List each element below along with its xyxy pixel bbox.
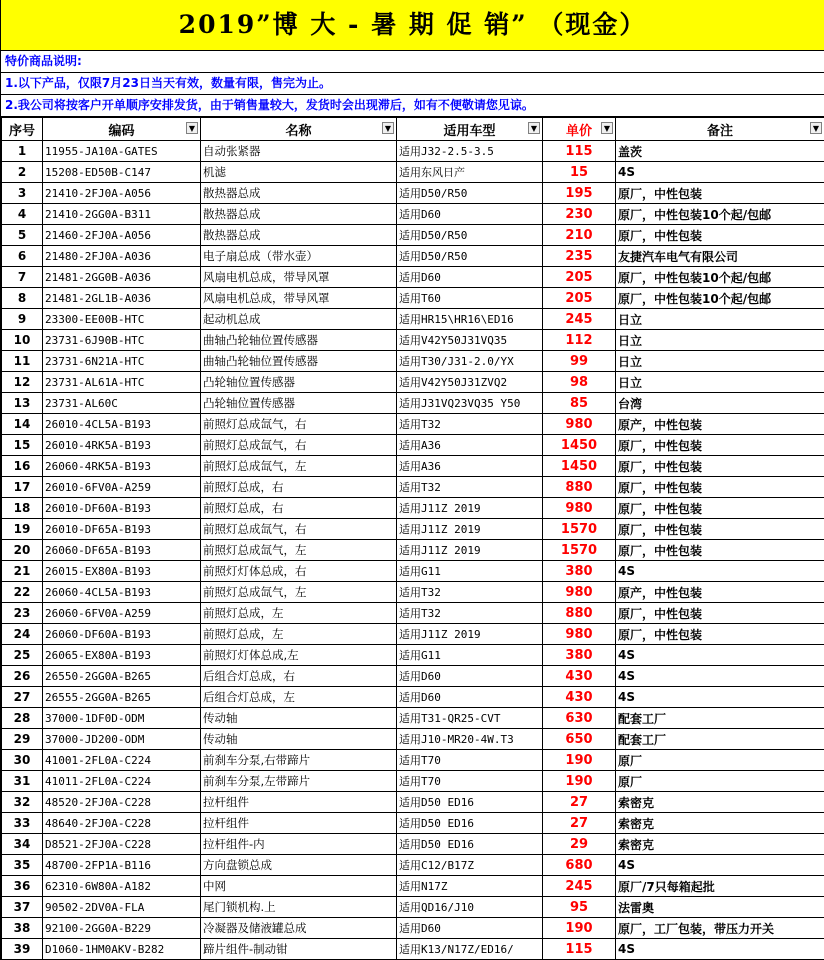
cell-model[interactable]: 适用D50/R50 [397, 225, 543, 246]
cell-idx[interactable]: 8 [2, 288, 43, 309]
cell-idx[interactable]: 20 [2, 540, 43, 561]
cell-idx[interactable]: 21 [2, 561, 43, 582]
cell-code[interactable]: 21410-2FJ0A-A056 [43, 183, 201, 204]
cell-idx[interactable]: 26 [2, 666, 43, 687]
cell-price[interactable]: 245 [543, 309, 616, 330]
cell-name[interactable]: 前照灯总成氙气，右 [201, 435, 397, 456]
cell-code[interactable]: 26010-DF65A-B193 [43, 519, 201, 540]
cell-code[interactable]: 23731-6N21A-HTC [43, 351, 201, 372]
cell-model[interactable]: 适用QD16/J10 [397, 897, 543, 918]
cell-price[interactable]: 1450 [543, 456, 616, 477]
cell-remark[interactable]: 原厂 [616, 750, 824, 771]
cell-price[interactable]: 205 [543, 288, 616, 309]
cell-idx[interactable]: 16 [2, 456, 43, 477]
cell-remark[interactable]: 4S [616, 939, 824, 960]
cell-model[interactable]: 适用T32 [397, 582, 543, 603]
header-price-label: 单价 [565, 123, 592, 139]
cell-code[interactable]: 26550-2GG0A-B265 [43, 666, 201, 687]
cell-idx[interactable]: 7 [2, 267, 43, 288]
cell-idx[interactable]: 1 [2, 141, 43, 162]
table-row [2, 939, 824, 960]
cell-model[interactable]: 适用A36 [397, 435, 543, 456]
table-row [2, 750, 824, 771]
cell-price[interactable]: 98 [543, 372, 616, 393]
cell-code[interactable]: D8521-2FJ0A-C228 [43, 834, 201, 855]
cell-price[interactable]: 630 [543, 708, 616, 729]
cell-name[interactable]: 拉杆组件 [201, 792, 397, 813]
cell-price[interactable]: 980 [543, 624, 616, 645]
cell-price[interactable]: 27 [543, 813, 616, 834]
cell-price[interactable]: 190 [543, 750, 616, 771]
filter-dropdown-icon[interactable]: ▼ [528, 122, 540, 134]
table-row [2, 666, 824, 687]
cell-code[interactable]: 23731-AL61A-HTC [43, 372, 201, 393]
cell-idx[interactable]: 22 [2, 582, 43, 603]
cell-idx[interactable]: 33 [2, 813, 43, 834]
cell-code[interactable]: 92100-2GG0A-B229 [43, 918, 201, 939]
cell-remark[interactable]: 日立 [616, 351, 824, 372]
cell-name[interactable]: 前照灯总成氙气，左 [201, 456, 397, 477]
filter-dropdown-icon[interactable]: ▼ [382, 122, 394, 134]
table-row [2, 435, 824, 456]
cell-model[interactable]: 适用D60 [397, 666, 543, 687]
cell-remark[interactable]: 原厂，中性包装 [616, 603, 824, 624]
cell-name[interactable]: 前刹车分泵,左带蹄片 [201, 771, 397, 792]
cell-remark[interactable]: 4S [616, 687, 824, 708]
cell-idx[interactable]: 28 [2, 708, 43, 729]
cell-price[interactable]: 115 [543, 141, 616, 162]
cell-remark[interactable]: 4S [616, 561, 824, 582]
header-code-label: 编码 [108, 123, 135, 139]
cell-remark[interactable]: 盖茨 [616, 141, 824, 162]
cell-remark[interactable]: 原厂，中性包装 [616, 225, 824, 246]
cell-idx[interactable]: 30 [2, 750, 43, 771]
table-row [2, 225, 824, 246]
cell-idx[interactable]: 34 [2, 834, 43, 855]
cell-remark[interactable]: 原厂，工厂包装，带压力开关 [616, 918, 824, 939]
cell-idx[interactable]: 6 [2, 246, 43, 267]
cell-remark[interactable]: 索密克 [616, 834, 824, 855]
cell-name[interactable]: 曲轴凸轮轴位置传感器 [201, 351, 397, 372]
table-row [2, 855, 824, 876]
table-row [2, 288, 824, 309]
table-row [2, 561, 824, 582]
cell-name[interactable]: 拉杆组件 [201, 813, 397, 834]
cell-price[interactable]: 29 [543, 834, 616, 855]
cell-idx[interactable]: 19 [2, 519, 43, 540]
cell-name[interactable]: 风扇电机总成，带导风罩 [201, 267, 397, 288]
table-row [2, 162, 824, 183]
cell-remark[interactable]: 原厂，中性包装 [616, 183, 824, 204]
cell-model[interactable]: 适用D50/R50 [397, 246, 543, 267]
header-idx [2, 118, 43, 141]
cell-idx[interactable]: 36 [2, 876, 43, 897]
cell-code[interactable]: 48640-2FJ0A-C228 [43, 813, 201, 834]
table-row [2, 834, 824, 855]
cell-price[interactable]: 210 [543, 225, 616, 246]
cell-model[interactable]: 适用J10-MR20-4W.T3 [397, 729, 543, 750]
cell-code[interactable]: 21480-2FJ0A-A036 [43, 246, 201, 267]
cell-price[interactable]: 27 [543, 792, 616, 813]
cell-code[interactable]: 26060-4CL5A-B193 [43, 582, 201, 603]
note-heading: 特价商品说明: [1, 51, 824, 73]
cell-model[interactable]: 适用T32 [397, 414, 543, 435]
cell-remark[interactable]: 4S [616, 666, 824, 687]
cell-code[interactable]: 26060-DF60A-B193 [43, 624, 201, 645]
cell-model[interactable]: 适用A36 [397, 456, 543, 477]
cell-price[interactable]: 230 [543, 204, 616, 225]
table-row [2, 708, 824, 729]
cell-price[interactable]: 430 [543, 666, 616, 687]
cell-name[interactable]: 风扇电机总成，带导风罩 [201, 288, 397, 309]
cell-remark[interactable]: 4S [616, 645, 824, 666]
cell-model[interactable]: 适用D50 ED16 [397, 834, 543, 855]
cell-model[interactable]: 适用HR15\HR16\ED16 [397, 309, 543, 330]
cell-model[interactable]: 适用V42Y50J31ZVQ2 [397, 372, 543, 393]
cell-name[interactable]: 前刹车分泵,右带蹄片 [201, 750, 397, 771]
cell-price[interactable]: 15 [543, 162, 616, 183]
cell-code[interactable]: 23731-6J90B-HTC [43, 330, 201, 351]
table-row [2, 141, 824, 162]
cell-idx[interactable]: 4 [2, 204, 43, 225]
cell-price[interactable]: 99 [543, 351, 616, 372]
cell-price[interactable]: 980 [543, 582, 616, 603]
cell-model[interactable]: 适用J11Z 2019 [397, 624, 543, 645]
cell-remark[interactable]: 台湾 [616, 393, 824, 414]
cell-code[interactable]: 21410-2GG0A-B311 [43, 204, 201, 225]
sheet-title: 2019”博 大 - 暑 期 促 销” （现金） [1, 0, 824, 51]
table-row [2, 498, 824, 519]
cell-price[interactable]: 235 [543, 246, 616, 267]
table-row [2, 624, 824, 645]
cell-idx[interactable]: 18 [2, 498, 43, 519]
cell-model[interactable]: 适用J11Z 2019 [397, 540, 543, 561]
cell-price[interactable]: 430 [543, 687, 616, 708]
cell-remark[interactable]: 4S [616, 855, 824, 876]
cell-code[interactable]: 37000-1DF0D-ODM [43, 708, 201, 729]
table-row [2, 414, 824, 435]
cell-remark[interactable]: 原厂，中性包装 [616, 498, 824, 519]
cell-remark[interactable]: 原厂，中性包装10个起/包邮 [616, 267, 824, 288]
table-row [2, 456, 824, 477]
table-row [2, 540, 824, 561]
cell-name[interactable]: 前照灯总成，左 [201, 603, 397, 624]
cell-code[interactable]: 26010-DF60A-B193 [43, 498, 201, 519]
cell-price[interactable]: 205 [543, 267, 616, 288]
cell-idx[interactable]: 35 [2, 855, 43, 876]
cell-name[interactable]: 散热器总成 [201, 225, 397, 246]
cell-code[interactable]: 23731-AL60C [43, 393, 201, 414]
cell-code[interactable]: 26060-4RK5A-B193 [43, 456, 201, 477]
cell-name[interactable]: 传动轴 [201, 729, 397, 750]
cell-idx[interactable]: 14 [2, 414, 43, 435]
cell-price[interactable]: 680 [543, 855, 616, 876]
cell-price[interactable]: 980 [543, 414, 616, 435]
cell-idx[interactable]: 5 [2, 225, 43, 246]
cell-remark[interactable]: 日立 [616, 309, 824, 330]
header-price [543, 118, 616, 141]
product-table [1, 117, 824, 960]
filter-dropdown-icon[interactable]: ▼ [810, 122, 822, 134]
cell-code[interactable]: D1060-1HM0AKV-B282 [43, 939, 201, 960]
cell-model[interactable]: 适用D60 [397, 918, 543, 939]
header-name-label: 名称 [285, 123, 312, 139]
cell-model[interactable]: 适用T32 [397, 477, 543, 498]
cell-remark[interactable]: 原产，中性包装 [616, 414, 824, 435]
cell-price[interactable]: 1570 [543, 519, 616, 540]
cell-model[interactable]: 适用J31VQ23VQ35 Y50 [397, 393, 543, 414]
table-row [2, 519, 824, 540]
header-remark [616, 118, 824, 141]
table-row [2, 897, 824, 918]
cell-code[interactable]: 62310-6W80A-A182 [43, 876, 201, 897]
cell-code[interactable]: 23300-EE00B-HTC [43, 309, 201, 330]
cell-name[interactable]: 前照灯总成，右 [201, 477, 397, 498]
filter-dropdown-icon[interactable]: ▼ [186, 122, 198, 134]
cell-code[interactable]: 26060-DF65A-B193 [43, 540, 201, 561]
cell-model[interactable]: 适用V42Y50J31VQ35 [397, 330, 543, 351]
table-row [2, 603, 824, 624]
cell-idx[interactable]: 25 [2, 645, 43, 666]
cell-name[interactable]: 前照灯总成氙气，右 [201, 414, 397, 435]
cell-idx[interactable]: 17 [2, 477, 43, 498]
cell-price[interactable]: 880 [543, 477, 616, 498]
cell-name[interactable]: 传动轴 [201, 708, 397, 729]
cell-name[interactable]: 凸轮轴位置传感器 [201, 393, 397, 414]
cell-model[interactable]: 适用T31-QR25-CVT [397, 708, 543, 729]
cell-idx[interactable]: 38 [2, 918, 43, 939]
cell-code[interactable]: 48700-2FP1A-B116 [43, 855, 201, 876]
cell-price[interactable]: 115 [543, 939, 616, 960]
cell-name[interactable]: 起动机总成 [201, 309, 397, 330]
cell-name[interactable]: 拉杆组件-内 [201, 834, 397, 855]
cell-price[interactable]: 190 [543, 918, 616, 939]
table-row [2, 687, 824, 708]
cell-remark[interactable]: 4S [616, 162, 824, 183]
cell-name[interactable]: 曲轴凸轮轴位置传感器 [201, 330, 397, 351]
cell-name[interactable]: 电子扇总成（带水壶） [201, 246, 397, 267]
cell-model[interactable]: 适用T30/J31-2.0/YX [397, 351, 543, 372]
table-row [2, 372, 824, 393]
cell-price[interactable]: 980 [543, 498, 616, 519]
cell-idx[interactable]: 10 [2, 330, 43, 351]
cell-code[interactable]: 48520-2FJ0A-C228 [43, 792, 201, 813]
table-row [2, 477, 824, 498]
cell-code[interactable]: 90502-2DV0A-FLA [43, 897, 201, 918]
cell-price[interactable]: 85 [543, 393, 616, 414]
cell-idx[interactable]: 24 [2, 624, 43, 645]
cell-name[interactable]: 前照灯总成，右 [201, 498, 397, 519]
cell-name[interactable]: 后组合灯总成，左 [201, 687, 397, 708]
cell-name[interactable]: 前照灯总成氙气，左 [201, 582, 397, 603]
cell-remark[interactable]: 原厂，中性包装 [616, 435, 824, 456]
cell-code[interactable]: 26065-EX80A-B193 [43, 645, 201, 666]
cell-model[interactable]: 适用G11 [397, 561, 543, 582]
cell-price[interactable]: 95 [543, 897, 616, 918]
cell-idx[interactable]: 12 [2, 372, 43, 393]
cell-remark[interactable]: 索密克 [616, 792, 824, 813]
cell-idx[interactable]: 31 [2, 771, 43, 792]
cell-remark[interactable]: 原厂 [616, 771, 824, 792]
cell-idx[interactable]: 11 [2, 351, 43, 372]
cell-code[interactable]: 15208-ED50B-C147 [43, 162, 201, 183]
note-line-2: 2.我公司将按客户开单顺序安排发货，由于销售量较大，发货时会出现滞后，如有不便敬请您见谅。 [1, 95, 824, 117]
table-row [2, 729, 824, 750]
cell-code[interactable]: 21460-2FJ0A-A056 [43, 225, 201, 246]
cell-idx[interactable]: 9 [2, 309, 43, 330]
cell-model[interactable]: 适用D50 ED16 [397, 813, 543, 834]
cell-idx[interactable]: 13 [2, 393, 43, 414]
cell-code[interactable]: 41001-2FL0A-C224 [43, 750, 201, 771]
table-row [2, 876, 824, 897]
cell-price[interactable]: 650 [543, 729, 616, 750]
cell-idx[interactable]: 29 [2, 729, 43, 750]
cell-model[interactable]: 适用D60 [397, 267, 543, 288]
cell-price[interactable]: 380 [543, 561, 616, 582]
cell-model[interactable]: 适用N17Z [397, 876, 543, 897]
cell-code[interactable]: 26555-2GG0A-B265 [43, 687, 201, 708]
table-row [2, 309, 824, 330]
cell-remark[interactable]: 原厂，中性包装 [616, 477, 824, 498]
cell-name[interactable]: 散热器总成 [201, 204, 397, 225]
cell-remark[interactable]: 配套工厂 [616, 708, 824, 729]
cell-idx[interactable]: 32 [2, 792, 43, 813]
cell-remark[interactable]: 原厂，中性包装10个起/包邮 [616, 288, 824, 309]
cell-model[interactable]: 适用J11Z 2019 [397, 498, 543, 519]
cell-model[interactable]: 适用东风日产 [397, 162, 543, 183]
cell-model[interactable]: 适用J32-2.5-3.5 [397, 141, 543, 162]
cell-idx[interactable]: 27 [2, 687, 43, 708]
cell-code[interactable]: 37000-JD200-ODM [43, 729, 201, 750]
cell-code[interactable]: 41011-2FL0A-C224 [43, 771, 201, 792]
cell-model[interactable]: 适用T70 [397, 771, 543, 792]
cell-remark[interactable]: 原厂，中性包装10个起/包邮 [616, 204, 824, 225]
cell-name[interactable]: 凸轮轴位置传感器 [201, 372, 397, 393]
header-idx-label: 序号 [8, 123, 35, 139]
cell-name[interactable]: 散热器总成 [201, 183, 397, 204]
table-row [2, 330, 824, 351]
cell-model[interactable]: 适用D50/R50 [397, 183, 543, 204]
table-row [2, 246, 824, 267]
cell-name[interactable]: 后组合灯总成，右 [201, 666, 397, 687]
table-row [2, 813, 824, 834]
cell-code[interactable]: 11955-JA10A-GATES [43, 141, 201, 162]
cell-model[interactable]: 适用J11Z 2019 [397, 519, 543, 540]
cell-model[interactable]: 适用G11 [397, 645, 543, 666]
cell-remark[interactable]: 索密克 [616, 813, 824, 834]
table-row [2, 918, 824, 939]
cell-price[interactable]: 880 [543, 603, 616, 624]
cell-name[interactable]: 机滤 [201, 162, 397, 183]
cell-model[interactable]: 适用D60 [397, 687, 543, 708]
cell-name[interactable]: 前照灯总成氙气，右 [201, 519, 397, 540]
cell-code[interactable]: 26010-4RK5A-B193 [43, 435, 201, 456]
cell-idx[interactable]: 23 [2, 603, 43, 624]
cell-model[interactable]: 适用D60 [397, 204, 543, 225]
cell-model[interactable]: 适用T70 [397, 750, 543, 771]
cell-price[interactable]: 1570 [543, 540, 616, 561]
header-row [2, 118, 824, 141]
header-model [397, 118, 543, 141]
cell-idx[interactable]: 15 [2, 435, 43, 456]
cell-name[interactable]: 前照灯总成，左 [201, 624, 397, 645]
cell-name[interactable]: 中网 [201, 876, 397, 897]
header-remark-label: 备注 [706, 123, 733, 139]
cell-name[interactable]: 前照灯总成氙气，左 [201, 540, 397, 561]
cell-code[interactable]: 21481-2GG0B-A036 [43, 267, 201, 288]
cell-remark[interactable]: 配套工厂 [616, 729, 824, 750]
table-row [2, 351, 824, 372]
table-row [2, 393, 824, 414]
filter-dropdown-icon[interactable]: ▼ [601, 122, 613, 134]
cell-remark[interactable]: 原厂/7只每箱起批 [616, 876, 824, 897]
table-row [2, 183, 824, 204]
table-row [2, 204, 824, 225]
table-row [2, 771, 824, 792]
cell-code[interactable]: 26010-4CL5A-B193 [43, 414, 201, 435]
cell-code[interactable]: 26060-6FV0A-A259 [43, 603, 201, 624]
cell-model[interactable]: 适用K13/N17Z/ED16/ [397, 939, 543, 960]
cell-price[interactable]: 112 [543, 330, 616, 351]
header-model-label: 适用车型 [443, 123, 496, 139]
cell-remark[interactable]: 原厂，中性包装 [616, 624, 824, 645]
cell-name[interactable]: 自动张紧器 [201, 141, 397, 162]
cell-model[interactable]: 适用T60 [397, 288, 543, 309]
cell-name[interactable]: 前照灯灯体总成,左 [201, 645, 397, 666]
table-row [2, 792, 824, 813]
cell-remark[interactable]: 法雷奥 [616, 897, 824, 918]
cell-code[interactable]: 26015-EX80A-B193 [43, 561, 201, 582]
table-row [2, 267, 824, 288]
cell-remark[interactable]: 原厂，中性包装 [616, 540, 824, 561]
cell-model[interactable]: 适用D50 ED16 [397, 792, 543, 813]
cell-price[interactable]: 380 [543, 645, 616, 666]
header-name [201, 118, 397, 141]
cell-price[interactable]: 195 [543, 183, 616, 204]
cell-remark[interactable]: 日立 [616, 372, 824, 393]
cell-price[interactable]: 1450 [543, 435, 616, 456]
cell-remark[interactable]: 原厂，中性包装 [616, 519, 824, 540]
table-row [2, 582, 824, 603]
cell-idx[interactable]: 37 [2, 897, 43, 918]
cell-idx[interactable]: 2 [2, 162, 43, 183]
cell-name[interactable]: 蹄片组件-制动钳 [201, 939, 397, 960]
cell-price[interactable]: 245 [543, 876, 616, 897]
cell-price[interactable]: 190 [543, 771, 616, 792]
cell-remark[interactable]: 日立 [616, 330, 824, 351]
cell-remark[interactable]: 原产，中性包装 [616, 582, 824, 603]
cell-remark[interactable]: 原厂，中性包装 [616, 456, 824, 477]
cell-code[interactable]: 26010-6FV0A-A259 [43, 477, 201, 498]
cell-name[interactable]: 尾门锁机构.上 [201, 897, 397, 918]
table-row [2, 645, 824, 666]
cell-remark[interactable]: 友捷汽车电气有限公司 [616, 246, 824, 267]
cell-name[interactable]: 冷凝器及储液罐总成 [201, 918, 397, 939]
cell-name[interactable]: 方向盘锁总成 [201, 855, 397, 876]
cell-name[interactable]: 前照灯灯体总成，右 [201, 561, 397, 582]
cell-idx[interactable]: 3 [2, 183, 43, 204]
note-line-1: 1.以下产品，仅限7月23日当天有效，数量有限，售完为止。 [1, 73, 824, 95]
cell-model[interactable]: 适用T32 [397, 603, 543, 624]
cell-model[interactable]: 适用C12/B17Z [397, 855, 543, 876]
cell-idx[interactable]: 39 [2, 939, 43, 960]
header-code [43, 118, 201, 141]
cell-code[interactable]: 21481-2GL1B-A036 [43, 288, 201, 309]
